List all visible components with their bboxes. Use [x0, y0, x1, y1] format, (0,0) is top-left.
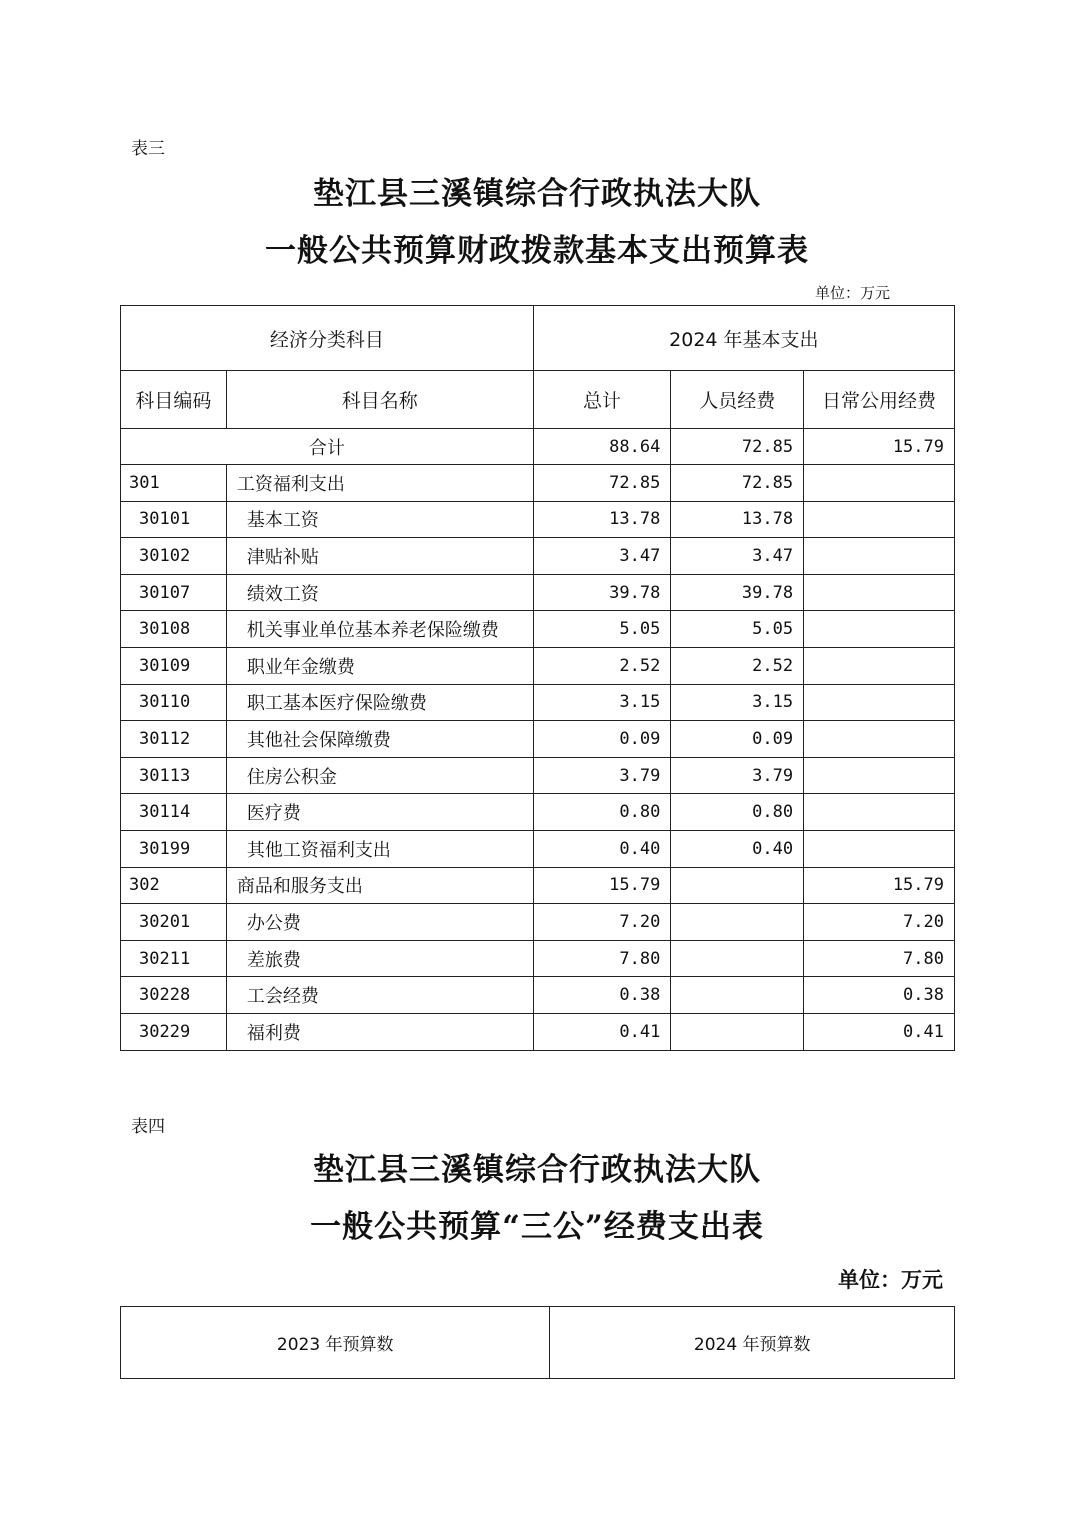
- table-header-row-2: [121, 371, 955, 429]
- row-code: 30114: [121, 794, 227, 831]
- table4-title-line1: 垫江县三溪镇综合行政执法大队: [313, 1152, 761, 1188]
- row-name: 绩效工资: [226, 574, 533, 611]
- row-name: 差旅费: [226, 940, 533, 977]
- row-name: 基本工资: [226, 501, 533, 538]
- row-public: [804, 647, 955, 684]
- row-code: 30102: [121, 538, 227, 575]
- total-public: 15.79: [804, 429, 955, 465]
- row-public: 0.41: [804, 1013, 955, 1050]
- table-row: [121, 867, 955, 904]
- row-public: [804, 830, 955, 867]
- row-personnel: 5.05: [671, 611, 804, 648]
- row-name: 办公费: [226, 904, 533, 941]
- row-name: 工资福利支出: [226, 465, 533, 502]
- row-total: 0.80: [533, 794, 671, 831]
- row-total: 7.80: [533, 940, 671, 977]
- row-code: 30199: [121, 830, 227, 867]
- row-name: 职工基本医疗保险缴费: [226, 684, 533, 721]
- row-name: 津贴补贴: [226, 538, 533, 575]
- row-public: 7.20: [804, 904, 955, 941]
- row-total: 0.41: [533, 1013, 671, 1050]
- row-personnel: [671, 940, 804, 977]
- row-name: 商品和服务支出: [226, 867, 533, 904]
- row-code: 30211: [121, 940, 227, 977]
- header-total: 总计: [533, 371, 671, 429]
- header-name: 科目名称: [226, 371, 533, 429]
- row-public: [804, 684, 955, 721]
- row-code: 302: [121, 867, 227, 904]
- table4-unit: 单位：万元: [838, 1267, 943, 1292]
- table3-unit: 单位：万元: [815, 284, 891, 302]
- row-public: [804, 465, 955, 502]
- header-2024: 2024 年预算数: [550, 1307, 955, 1379]
- row-public: 0.38: [804, 977, 955, 1014]
- row-total: 0.40: [533, 830, 671, 867]
- row-name: 工会经费: [226, 977, 533, 1014]
- row-total: 39.78: [533, 574, 671, 611]
- table-row: [121, 647, 955, 684]
- header-2023: 2023 年预算数: [121, 1307, 550, 1379]
- row-name: 住房公积金: [226, 757, 533, 794]
- total-personnel: 72.85: [671, 429, 804, 465]
- row-code: 30108: [121, 611, 227, 648]
- table-row: [121, 611, 955, 648]
- row-personnel: [671, 977, 804, 1014]
- row-name: 福利费: [226, 1013, 533, 1050]
- row-total: 15.79: [533, 867, 671, 904]
- row-personnel: 0.40: [671, 830, 804, 867]
- row-total: 3.79: [533, 757, 671, 794]
- table4-tag: 表四: [131, 1117, 165, 1137]
- row-public: [804, 501, 955, 538]
- row-total: 7.20: [533, 904, 671, 941]
- table-row: [121, 501, 955, 538]
- header-personnel: 人员经费: [671, 371, 804, 429]
- table-row: [121, 538, 955, 575]
- row-personnel: 72.85: [671, 465, 804, 502]
- row-total: 5.05: [533, 611, 671, 648]
- table-row: [121, 940, 955, 977]
- table3-title-line1: 垫江县三溪镇综合行政执法大队: [313, 176, 761, 212]
- table-row: [121, 465, 955, 502]
- table-row: [121, 977, 955, 1014]
- row-code: 30109: [121, 647, 227, 684]
- row-code: 30101: [121, 501, 227, 538]
- row-code: 30201: [121, 904, 227, 941]
- table4-title-line2: 一般公共预算“三公”经费支出表: [310, 1209, 764, 1245]
- row-public: [804, 538, 955, 575]
- row-name: 职业年金缴费: [226, 647, 533, 684]
- row-code: 30229: [121, 1013, 227, 1050]
- row-name: 其他社会保障缴费: [226, 721, 533, 758]
- row-public: 15.79: [804, 867, 955, 904]
- row-public: 7.80: [804, 940, 955, 977]
- row-personnel: [671, 1013, 804, 1050]
- row-code: 30113: [121, 757, 227, 794]
- header-year-group: 2024 年基本支出: [533, 306, 954, 371]
- table4-header-row: [121, 1307, 955, 1379]
- row-total: 3.47: [533, 538, 671, 575]
- row-personnel: 3.79: [671, 757, 804, 794]
- row-public: [804, 794, 955, 831]
- row-total: 2.52: [533, 647, 671, 684]
- budget-table: [120, 305, 955, 1051]
- row-personnel: [671, 867, 804, 904]
- row-public: [804, 574, 955, 611]
- row-total: 72.85: [533, 465, 671, 502]
- row-public: [804, 721, 955, 758]
- total-total: 88.64: [533, 429, 671, 465]
- row-code: 30112: [121, 721, 227, 758]
- row-public: [804, 611, 955, 648]
- header-category: 经济分类科目: [121, 306, 534, 371]
- row-name: 医疗费: [226, 794, 533, 831]
- table-row: [121, 794, 955, 831]
- header-code: 科目编码: [121, 371, 227, 429]
- row-name: 其他工资福利支出: [226, 830, 533, 867]
- row-personnel: 3.47: [671, 538, 804, 575]
- total-row: [121, 429, 955, 465]
- row-public: [804, 757, 955, 794]
- row-code: 30110: [121, 684, 227, 721]
- table-row: [121, 721, 955, 758]
- row-personnel: 0.09: [671, 721, 804, 758]
- row-code: 30228: [121, 977, 227, 1014]
- row-total: 13.78: [533, 501, 671, 538]
- row-total: 0.38: [533, 977, 671, 1014]
- total-label: 合计: [121, 429, 534, 465]
- table-row: [121, 684, 955, 721]
- table-row: [121, 574, 955, 611]
- row-personnel: 0.80: [671, 794, 804, 831]
- row-total: 3.15: [533, 684, 671, 721]
- table-row: [121, 1013, 955, 1050]
- table-header-row-1: [121, 306, 955, 371]
- table3-tag: 表三: [131, 139, 165, 159]
- table-row: [121, 757, 955, 794]
- table-row: [121, 904, 955, 941]
- row-personnel: 13.78: [671, 501, 804, 538]
- row-personnel: 2.52: [671, 647, 804, 684]
- row-code: 301: [121, 465, 227, 502]
- header-public: 日常公用经费: [804, 371, 955, 429]
- table-row: [121, 830, 955, 867]
- row-personnel: 39.78: [671, 574, 804, 611]
- row-total: 0.09: [533, 721, 671, 758]
- table3-title-line2: 一般公共预算财政拨款基本支出预算表: [265, 233, 809, 269]
- row-personnel: 3.15: [671, 684, 804, 721]
- row-personnel: [671, 904, 804, 941]
- row-name: 机关事业单位基本养老保险缴费: [226, 611, 533, 648]
- three-public-table: [120, 1306, 955, 1379]
- row-code: 30107: [121, 574, 227, 611]
